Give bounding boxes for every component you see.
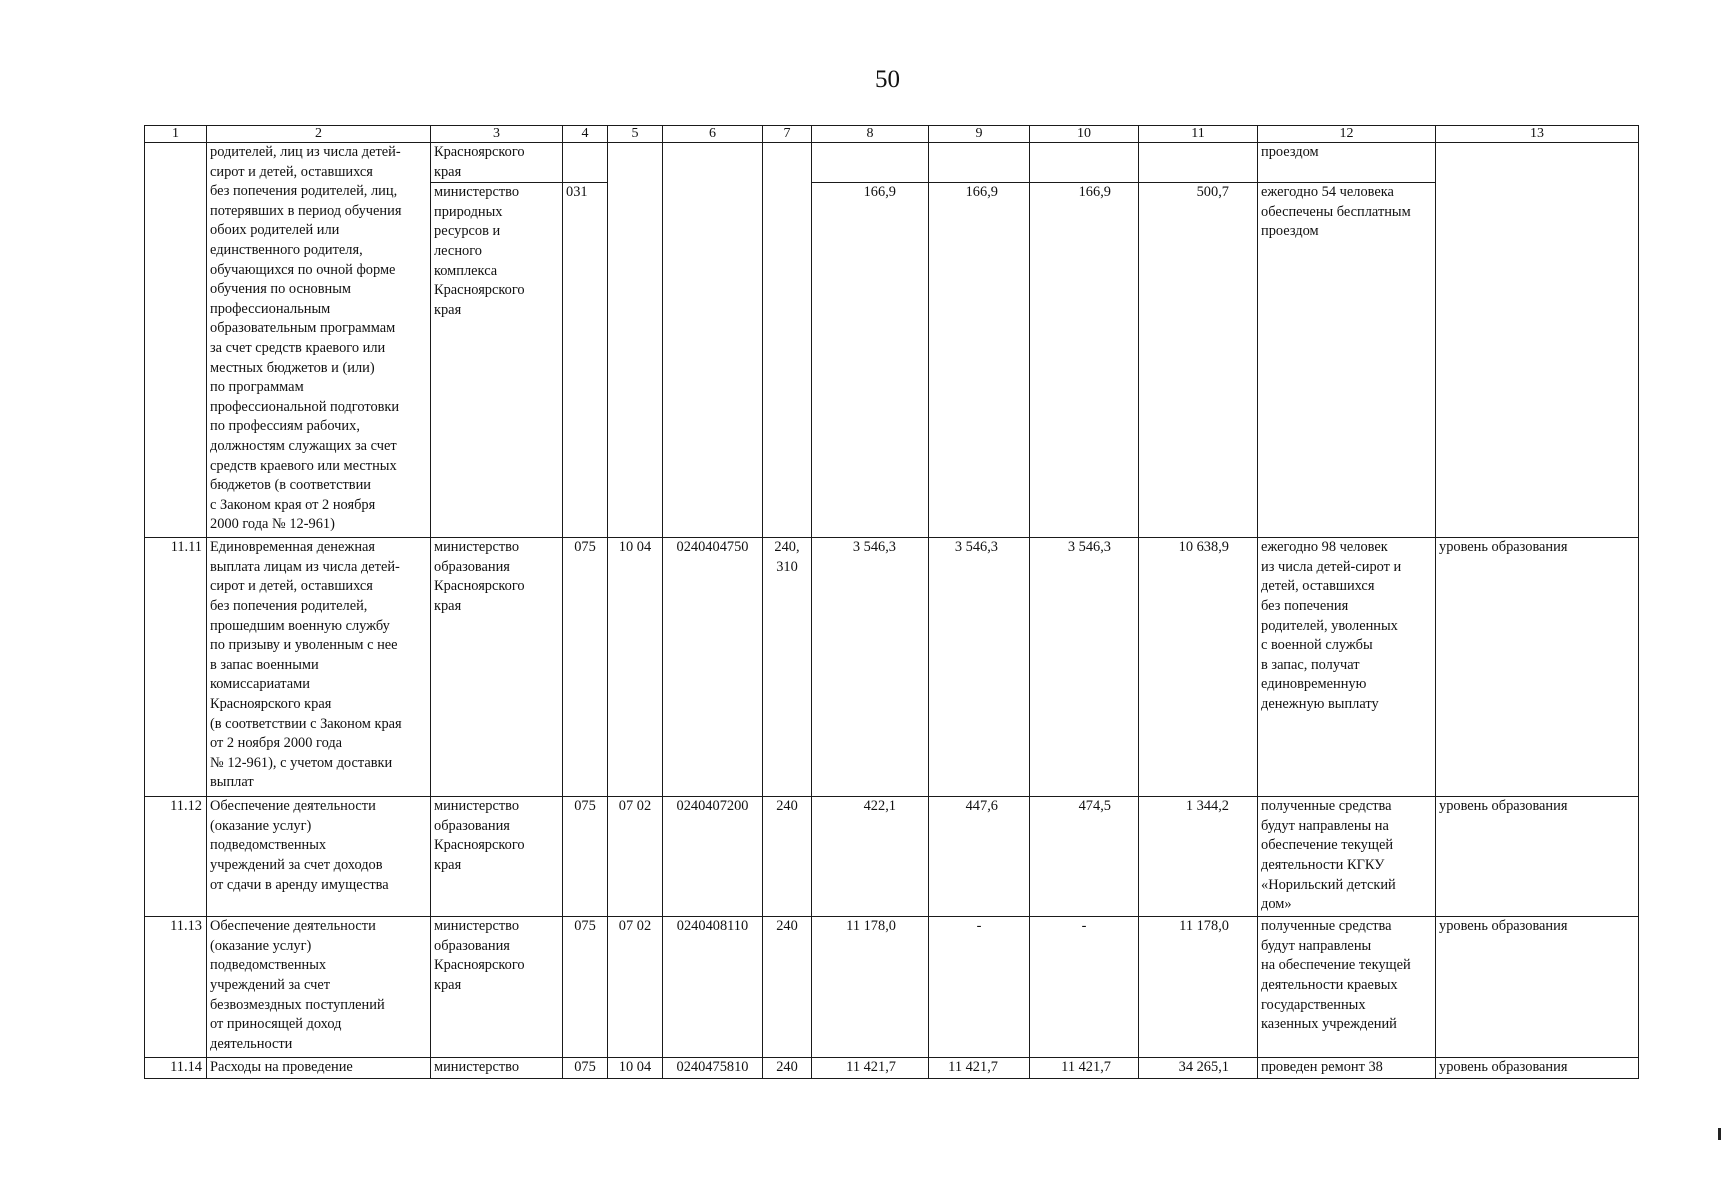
activity-name-cell: Единовременная денежная выплата лицам из числа детей- сирот и детей, оставшихся без попечения родителей, прошедшим военную службу по призыву и уволенным с нее в запас военными комиссариатами Красноярского края (в соответствии с Законом края от 2 ноября 2000 года № 12-961), с учетом доставки выплат xyxy=(207,538,431,797)
year1-cell: 3 546,3 xyxy=(812,538,929,797)
rzpr-cell: 07 02 xyxy=(608,917,663,1058)
table-row xyxy=(145,1058,1639,1079)
column-header: 3 xyxy=(431,126,563,143)
year3-cell: 166,9 xyxy=(1030,183,1139,538)
column-header: 1 xyxy=(145,126,207,143)
executor-cell: министерство xyxy=(431,1058,563,1079)
vr-cell: 240 xyxy=(763,797,812,917)
column-number-row xyxy=(145,126,1639,143)
year2-cell: 447,6 xyxy=(929,797,1030,917)
table-row xyxy=(145,143,1639,183)
year2-cell: - xyxy=(929,917,1030,1058)
year1-cell xyxy=(812,143,929,183)
program-activities-table xyxy=(144,125,1639,1079)
executor-cell: Красноярского края xyxy=(431,143,563,183)
activity-name-cell: родителей, лиц из числа детей- сирот и детей, оставшихся без попечения родителей, лиц, потерявших в период обучения обоих родителей или единственного родителя, обучающихся по очной форме обучения по основным профессиональным образовательным программам за счет средств краевого или местных бюджетов и (или) по программам профессиональной подготовки по профессиям рабочих, должностям служащих за счет средств краевого или местных бюджетов (в соответствии с Законом края от 2 ноября 2000 года № 12-961) xyxy=(207,143,431,538)
rzpr-cell xyxy=(608,143,663,538)
year3-cell: 3 546,3 xyxy=(1030,538,1139,797)
total-cell: 10 638,9 xyxy=(1139,538,1258,797)
year1-cell: 11 421,7 xyxy=(812,1058,929,1079)
executor-cell: министерство образования Красноярского края xyxy=(431,538,563,797)
page-number: 50 xyxy=(875,66,900,93)
result-cell: проездом xyxy=(1258,143,1436,183)
rzpr-cell: 10 04 xyxy=(608,1058,663,1079)
result-cell: полученные средства будут направлены на обеспечение текущей деятельности краевых государственных казенных учреждений xyxy=(1258,917,1436,1058)
table-row xyxy=(145,797,1639,917)
year2-cell: 11 421,7 xyxy=(929,1058,1030,1079)
grbs-cell xyxy=(563,143,608,183)
executor-cell: министерство образования Красноярского края xyxy=(431,917,563,1058)
year3-cell xyxy=(1030,143,1139,183)
rzpr-cell: 07 02 xyxy=(608,797,663,917)
vr-cell: 240, 310 xyxy=(763,538,812,797)
year2-cell: 3 546,3 xyxy=(929,538,1030,797)
year3-cell: - xyxy=(1030,917,1139,1058)
year3-cell: 11 421,7 xyxy=(1030,1058,1139,1079)
total-cell xyxy=(1139,143,1258,183)
grbs-cell: 075 xyxy=(563,797,608,917)
activity-name-cell: Обеспечение деятельности (оказание услуг) подведомственных учреждений за счет доходов от сдачи в аренду имущества xyxy=(207,797,431,917)
item-number-cell: 11.11 xyxy=(145,538,207,797)
year1-cell: 166,9 xyxy=(812,183,929,538)
column-header: 13 xyxy=(1436,126,1639,143)
year1-cell: 422,1 xyxy=(812,797,929,917)
csr-cell: 0240404750 xyxy=(663,538,763,797)
column-header: 6 xyxy=(663,126,763,143)
vr-cell: 240 xyxy=(763,1058,812,1079)
vr-cell: 240 xyxy=(763,917,812,1058)
rzpr-cell: 10 04 xyxy=(608,538,663,797)
csr-cell xyxy=(663,143,763,538)
column-header: 11 xyxy=(1139,126,1258,143)
csr-cell: 0240407200 xyxy=(663,797,763,917)
executor-cell: министерство образования Красноярского края xyxy=(431,797,563,917)
result-cell: ежегодно 98 человек из числа детей-сирот и детей, оставшихся без попечения родителей, уволенных с военной службы в запас, получат единовременную денежную выплату xyxy=(1258,538,1436,797)
grbs-cell: 075 xyxy=(563,538,608,797)
table-row xyxy=(145,538,1639,797)
vr-cell xyxy=(763,143,812,538)
executor-cell: министерство природных ресурсов и лесного комплекса Красноярского края xyxy=(431,183,563,538)
column-header: 12 xyxy=(1258,126,1436,143)
year3-cell: 474,5 xyxy=(1030,797,1139,917)
column-header: 2 xyxy=(207,126,431,143)
indicator-cell: уровень образования xyxy=(1436,1058,1639,1079)
item-number-cell: 11.14 xyxy=(145,1058,207,1079)
activity-name-cell: Расходы на проведение xyxy=(207,1058,431,1079)
indicator-cell: уровень образования xyxy=(1436,538,1639,797)
item-number-cell: 11.12 xyxy=(145,797,207,917)
column-header: 10 xyxy=(1030,126,1139,143)
table-row xyxy=(145,917,1639,1058)
column-header: 5 xyxy=(608,126,663,143)
grbs-cell: 075 xyxy=(563,1058,608,1079)
result-cell: проведен ремонт 38 xyxy=(1258,1058,1436,1079)
result-cell: ежегодно 54 человека обеспечены бесплатным проездом xyxy=(1258,183,1436,538)
column-header: 7 xyxy=(763,126,812,143)
indicator-cell xyxy=(1436,143,1639,538)
year2-cell: 166,9 xyxy=(929,183,1030,538)
total-cell: 11 178,0 xyxy=(1139,917,1258,1058)
grbs-cell: 031 xyxy=(563,183,608,538)
year1-cell: 11 178,0 xyxy=(812,917,929,1058)
column-header: 4 xyxy=(563,126,608,143)
indicator-cell: уровень образования xyxy=(1436,797,1639,917)
csr-cell: 0240475810 xyxy=(663,1058,763,1079)
result-cell: полученные средства будут направлены на обеспечение текущей деятельности КГКУ «Норильский детский дом» xyxy=(1258,797,1436,917)
total-cell: 1 344,2 xyxy=(1139,797,1258,917)
grbs-cell: 075 xyxy=(563,917,608,1058)
item-number-cell: 11.13 xyxy=(145,917,207,1058)
total-cell: 500,7 xyxy=(1139,183,1258,538)
indicator-cell: уровень образования xyxy=(1436,917,1639,1058)
total-cell: 34 265,1 xyxy=(1139,1058,1258,1079)
column-header: 8 xyxy=(812,126,929,143)
year2-cell xyxy=(929,143,1030,183)
column-header: 9 xyxy=(929,126,1030,143)
activity-name-cell: Обеспечение деятельности (оказание услуг) подведомственных учреждений за счет безвозмездных поступлений от приносящей доход деятельности xyxy=(207,917,431,1058)
item-number-cell xyxy=(145,143,207,538)
csr-cell: 0240408110 xyxy=(663,917,763,1058)
